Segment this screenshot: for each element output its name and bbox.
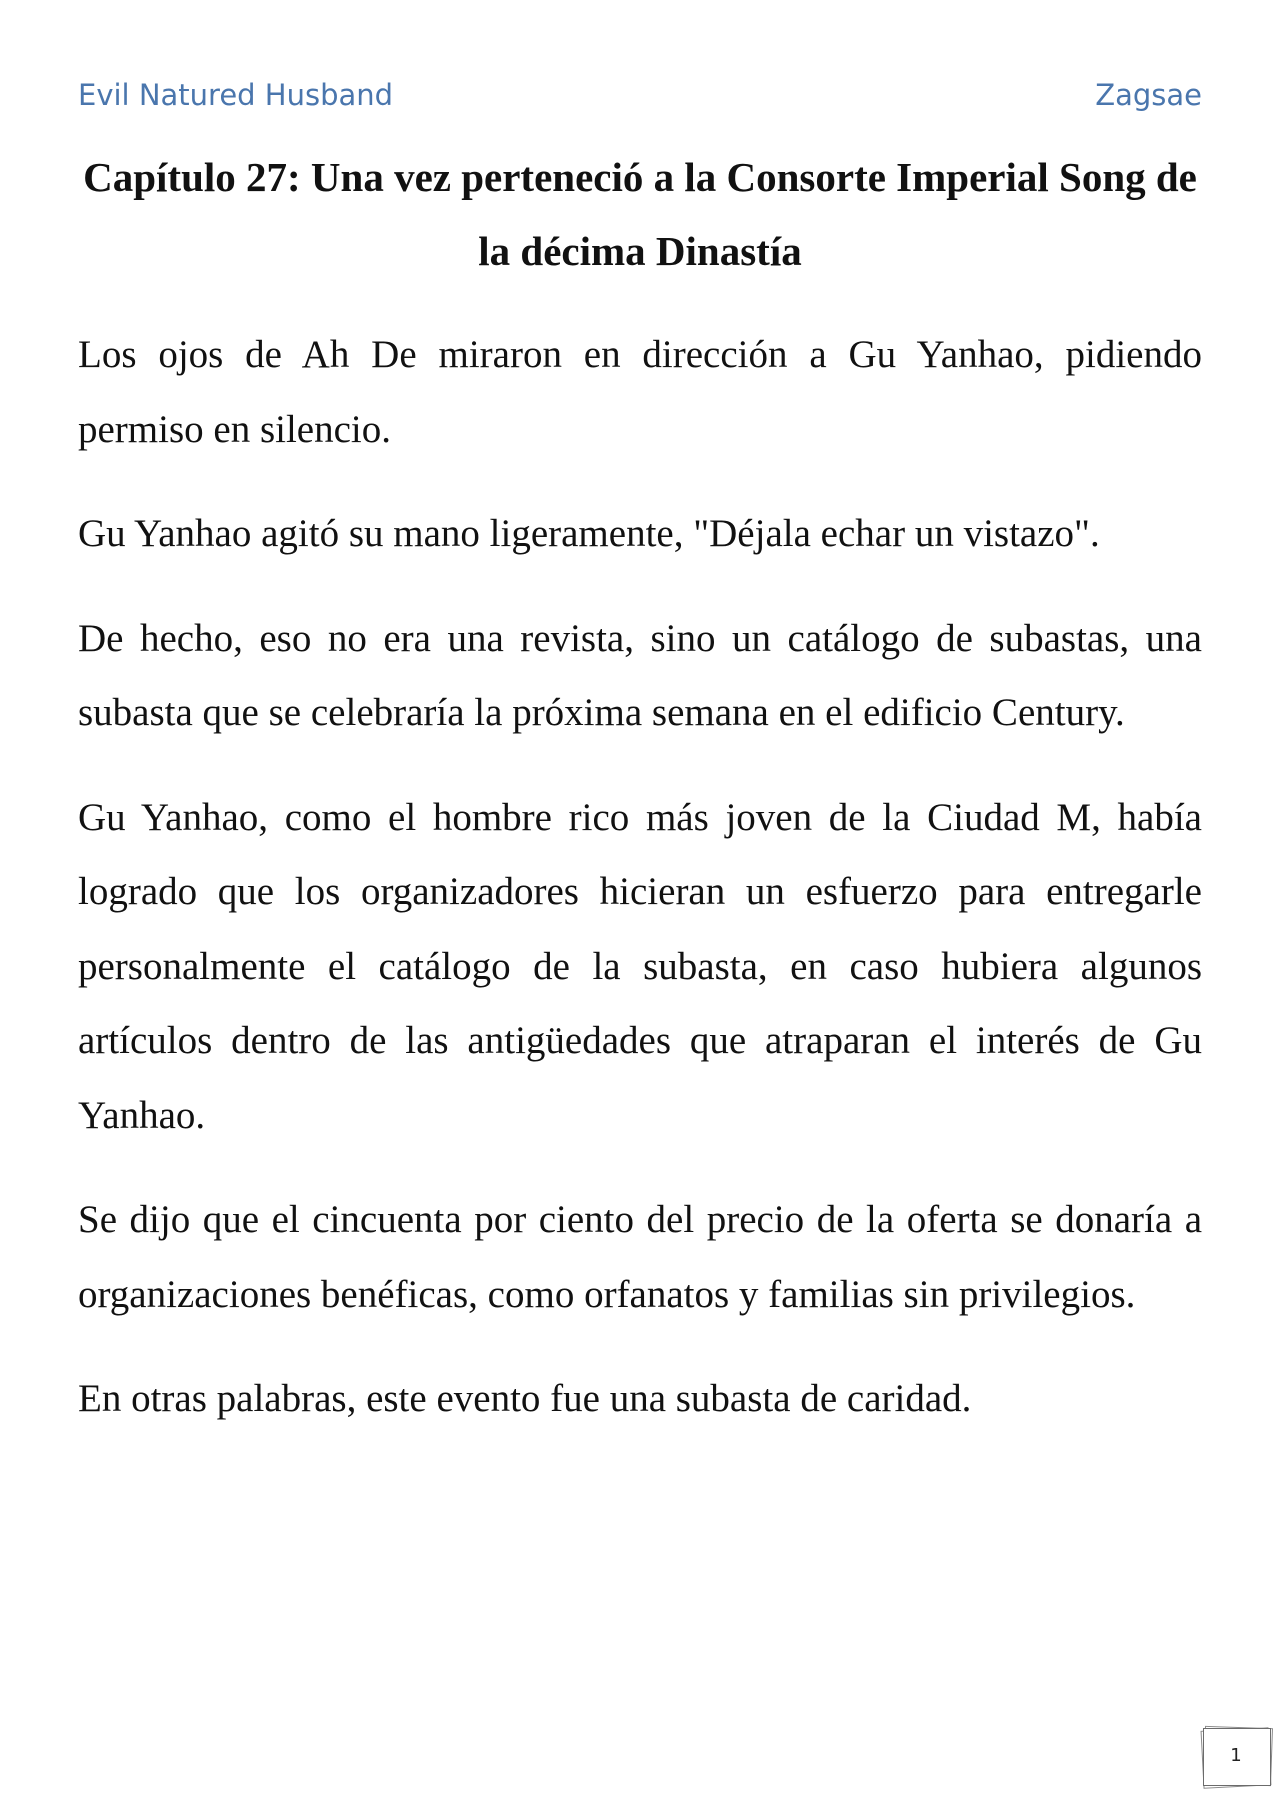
paragraph: Gu Yanhao agitó su mano ligeramente, "Déjala echar un vistazo". bbox=[78, 512, 1100, 555]
paragraph: Se dijo que el cincuenta por ciento del precio de la oferta se donaría a organizaciones benéficas, como orfanatos y familias sin privilegios. bbox=[78, 1198, 1202, 1316]
paragraph: En otras palabras, este evento fue una subasta de caridad. bbox=[78, 1377, 972, 1420]
page-number: 1 bbox=[1230, 1745, 1242, 1766]
paragraph: De hecho, eso no era una revista, sino un catálogo de subastas, una subasta que se celebraría la próxima semana en el edificio Century. bbox=[78, 616, 1202, 734]
chapter-title: Capítulo 27: Una vez perteneció a la Consorte Imperial Song de la décima Dinastía bbox=[83, 154, 1197, 274]
chapter-body bbox=[78, 318, 1202, 1467]
page-number-badge bbox=[1200, 1725, 1272, 1789]
page-header bbox=[78, 78, 1202, 122]
paragraph: Los ojos de Ah De miraron en dirección a Gu Yanhao, pidiendo permiso en silencio. bbox=[78, 333, 1202, 451]
header-author: Zagsae bbox=[1095, 78, 1202, 112]
paragraph: Gu Yanhao, como el hombre rico más joven de la Ciudad M, había logrado que los organizadores hicieran un esfuerzo para entregarle personalmente el catálogo de la subasta, en caso hubiera algunos artículos dentro de las antigüedades que atraparan el interés de Gu Yanhao. bbox=[78, 795, 1202, 1137]
header-book-title: Evil Natured Husband bbox=[78, 78, 394, 112]
